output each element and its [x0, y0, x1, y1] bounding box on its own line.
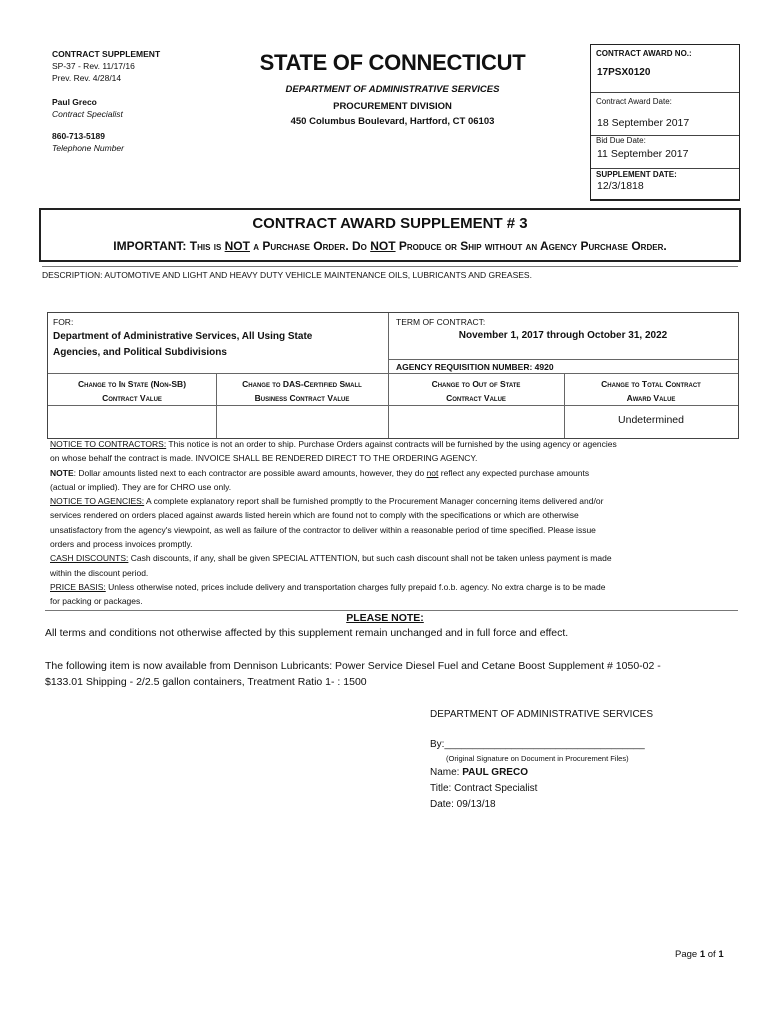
signature-date: Date: 09/13/18 [430, 799, 496, 810]
notice-text: Unless otherwise noted, prices include delivery and transportation charges fully prepaid f.o.b. agency. No extra charge is to be made [105, 581, 606, 592]
contract-terms-table [47, 312, 739, 439]
award-date-label: Contract Award Date: [596, 97, 672, 106]
notice-contractors-label: NOTICE TO CONTRACTORS: [50, 439, 167, 449]
signature-department: DEPARTMENT OF ADMINISTRATIVE SERVICES [430, 709, 654, 720]
page-of: of [705, 949, 719, 960]
notice-line [50, 580, 740, 594]
name-label: Name: [430, 767, 463, 778]
department-name: DEPARTMENT OF ADMINISTRATIVE SERVICES [285, 84, 500, 95]
signer-title: Title: Contract Specialist [430, 783, 538, 794]
page-prefix: Page [675, 949, 700, 960]
form-revision: SP-37 - Rev. 11/17/16 [52, 61, 135, 71]
contract-award-box [590, 44, 740, 201]
signature-by-line: By:____________________________________ [430, 739, 645, 750]
price-basis-label: PRICE BASIS: [50, 581, 106, 592]
header-center [250, 50, 535, 127]
phone-label: Telephone Number [52, 143, 124, 153]
supplement-date-cell [591, 169, 739, 199]
form-name: CONTRACT SUPPLEMENT [52, 49, 161, 59]
total-award-value: Undetermined [618, 414, 684, 426]
contact-title: Contract Specialist [52, 109, 123, 119]
for-value-line: Department of Administrative Services, All Using State [53, 331, 313, 342]
notice-line [50, 551, 740, 565]
cash-discounts-label: CASH DISCOUNTS: [50, 553, 129, 564]
term-label: TERM OF CONTRACT: [396, 317, 486, 327]
bid-due-value: 11 September 2017 [597, 148, 689, 160]
notice-text: This notice is not an order to ship. Purchase Orders against contracts will be furnished by the using agency or agencies [166, 439, 617, 449]
important-mid: a Purchase Order. Do [249, 239, 371, 253]
table-divider [48, 405, 738, 406]
new-item-statement [45, 658, 745, 690]
header-line: Award Value [626, 393, 676, 403]
state-title: STATE OF CONNECTICUT [259, 50, 526, 75]
page-total: 1 [718, 949, 724, 960]
header-line: Contract Value [446, 393, 506, 403]
notice-line: within the discount period. [50, 567, 149, 578]
header-line: Change to Out of State [431, 379, 521, 389]
col-out-of-state-header [388, 377, 564, 405]
original-signature-note: (Original Signature on Document in Procurement Files) [446, 754, 629, 763]
header-line: Change to Total Contract [601, 379, 701, 389]
for-value [53, 329, 312, 361]
notice-block [50, 437, 740, 609]
description: DESCRIPTION: AUTOMOTIVE AND LIGHT AND HEAVY DUTY VEHICLE MAINTENANCE OILS, LUBRICANTS AND GREASES. [42, 266, 738, 280]
notice-line: for packing or packages. [50, 596, 143, 607]
important-notice [41, 239, 739, 253]
notice-line: unsatisfactory from the agency's viewpoint, as well as failure of the contractor to deliver within a reasonable period of time specified. Please issue [50, 524, 596, 535]
notice-text: Cash discounts, if any, shall be given SPECIAL ATTENTION, but such cash discount shall not be taken unless payment is made [128, 553, 612, 564]
notice-text: A complete explanatory report shall be furnished promptly to the Procurement Manager concerning items delivered and/or [144, 496, 604, 507]
statement-line: $133.01 Shipping - 2/2.5 gallon containers, Treatment Ratio 1- : 1500 [45, 676, 367, 688]
contact-name: Paul Greco [52, 97, 97, 107]
statement-line: The following item is now available from Dennison Lubricants: Power Service Diesel Fuel and Cetane Boost Supplement # 1050-02 - [45, 660, 661, 672]
please-note-heading: PLEASE NOTE: [346, 612, 424, 624]
header-line: Contract Value [102, 393, 162, 403]
award-number-label: CONTRACT AWARD NO.: [596, 49, 692, 58]
important-suffix: Produce or Ship without an Agency Purchase Order. [395, 239, 667, 253]
supplement-title-box [39, 208, 741, 262]
notice-line: services rendered on orders placed against awards listed herein which are found not to comply with the specifications or which are otherwise [50, 510, 579, 521]
signer-name-line [430, 765, 730, 781]
note-label: NOTE [50, 467, 74, 478]
award-date-value: 18 September 2017 [597, 117, 690, 129]
signer-name: PAUL GRECO [462, 767, 528, 778]
contact-phone: 860-713-5189 [52, 131, 105, 141]
col-total-award-header [564, 377, 738, 405]
col-in-state-header [48, 377, 216, 405]
divider [45, 610, 738, 611]
term-value: November 1, 2017 through October 31, 2022 [458, 330, 668, 341]
notice-line [50, 466, 740, 480]
notice-line [50, 494, 740, 508]
not-emphasis-1: NOT [224, 239, 250, 253]
supplement-date-value: 12/3/1818 [597, 180, 644, 192]
department-address: 450 Columbus Boulevard, Hartford, CT 06103 [290, 116, 495, 127]
bid-due-label: Bid Due Date: [596, 136, 646, 145]
for-value-line: Agencies, and Political Subdivisions [53, 347, 227, 358]
header-line: Change to DAS-Certified Small [242, 379, 362, 389]
col-das-certified-header [216, 377, 388, 405]
note-not: not [426, 467, 439, 478]
notice-line [50, 437, 740, 451]
terms-unchanged-statement: All terms and conditions not otherwise affected by this supplement remain unchanged and in full force and effect. [45, 627, 569, 639]
important-prefix: IMPORTANT: This is [113, 239, 225, 253]
for-label: FOR: [53, 317, 74, 327]
supplement-date-label: SUPPLEMENT DATE: [596, 170, 677, 179]
notice-line: orders and process invoices promptly. [50, 539, 193, 550]
form-prev-revision: Prev. Rev. 4/28/14 [52, 73, 122, 83]
supplement-title: CONTRACT AWARD SUPPLEMENT # 3 [252, 215, 528, 232]
notice-agencies-label: NOTICE TO AGENCIES: [50, 496, 145, 507]
notice-line: (actual or implied). They are for CHRO use only. [50, 481, 232, 492]
header-left [52, 48, 252, 154]
award-date-cell [591, 93, 739, 136]
page-number [675, 949, 724, 960]
award-number-cell [591, 45, 739, 93]
notice-line: on whose behalf the contract is made. INVOICE SHALL BE RENDERED DIRECT TO THE ORDERING AGENCY. [50, 453, 478, 464]
bid-due-cell [591, 136, 739, 169]
header-line: Business Contract Value [254, 393, 350, 403]
signature-block [430, 707, 730, 813]
award-number-value: 17PSX0120 [597, 67, 651, 78]
division-name: PROCUREMENT DIVISION [333, 101, 452, 112]
not-emphasis-2: NOT [370, 239, 396, 253]
page-current: 1 [699, 949, 706, 960]
agency-requisition: AGENCY REQUISITION NUMBER: 4920 [396, 362, 554, 372]
table-divider [388, 359, 738, 360]
table-divider [48, 373, 738, 374]
notice-text: : Dollar amounts listed next to each contractor are possible award amounts, however, they do [73, 467, 427, 478]
header-line: Change to In State (Non-SB) [77, 379, 187, 389]
notice-text: reflect any expected purchase amounts [438, 467, 590, 478]
